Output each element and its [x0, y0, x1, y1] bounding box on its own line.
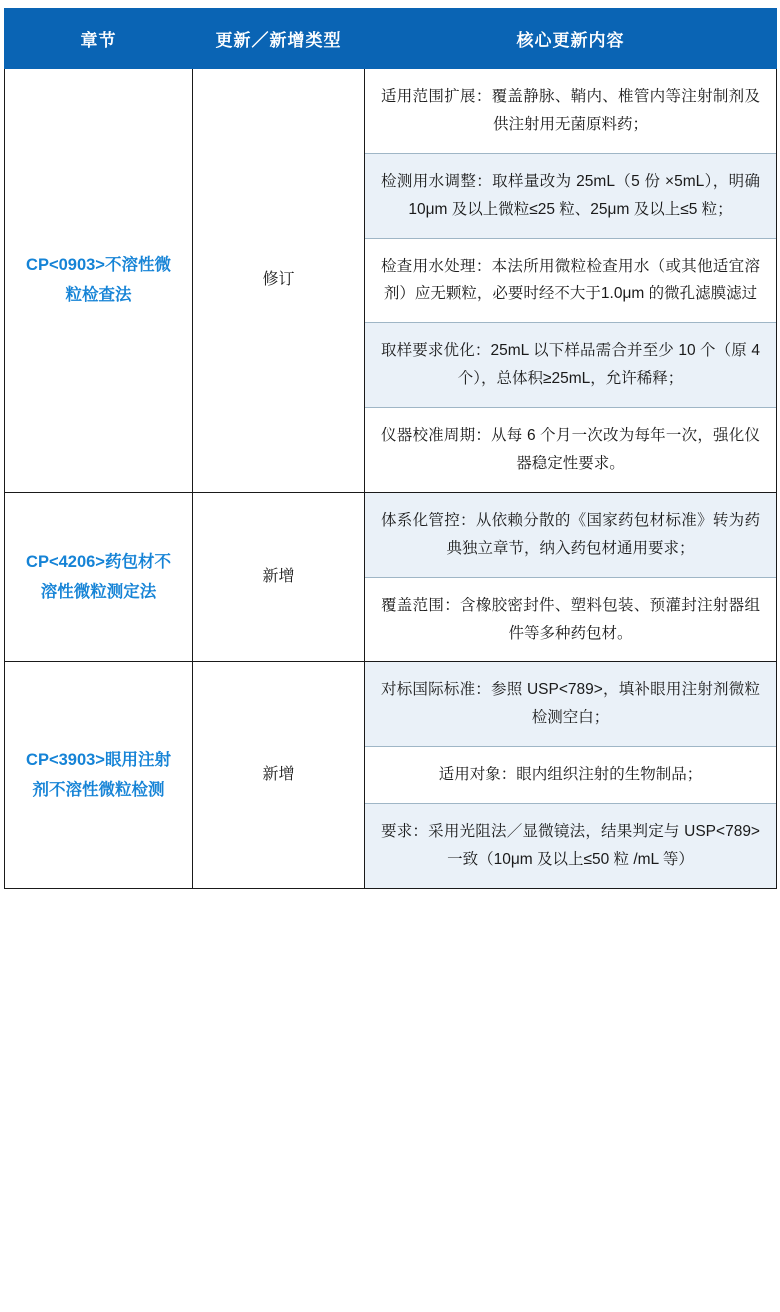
list-item: 覆盖范围：含橡胶密封件、塑料包装、预灌封注射器组件等多种药包材。 [365, 578, 776, 662]
table-header [5, 9, 777, 69]
core-content-cell [365, 662, 777, 888]
content-list [365, 493, 776, 662]
list-item: 仪器校准周期：从每 6 个月一次改为每年一次，强化仪器稳定性要求。 [365, 408, 776, 492]
list-item: 检测用水调整：取样量改为 25mL（5 份 ×5mL），明确 10μm 及以上微粒≤25 粒、25μm 及以上≤5 粒； [365, 154, 776, 239]
update-type: 新增 [193, 662, 365, 888]
list-item: 对标国际标准：参照 USP<789>，填补眼用注射剂微粒检测空白； [365, 662, 776, 747]
table-header-row [5, 9, 777, 69]
list-item: 适用范围扩展：覆盖静脉、鞘内、椎管内等注射制剂及供注射用无菌原料药； [365, 69, 776, 154]
table-body [5, 69, 777, 889]
content-list [365, 662, 776, 887]
chapter-name: CP<3903>眼用注射剂不溶性微粒检测 [5, 662, 193, 888]
table-row [5, 492, 777, 662]
update-type: 修订 [193, 69, 365, 493]
core-content-cell [365, 69, 777, 493]
content-list [365, 69, 776, 492]
chapter-name: CP<4206>药包材不溶性微粒测定法 [5, 492, 193, 662]
chapter-name: CP<0903>不溶性微粒检查法 [5, 69, 193, 493]
column-header-core-content: 核心更新内容 [365, 9, 777, 69]
table-row [5, 662, 777, 888]
list-item: 要求：采用光阻法／显微镜法，结果判定与 USP<789> 一致（10μm 及以上≤50 粒 /mL 等） [365, 804, 776, 888]
list-item: 适用对象：眼内组织注射的生物制品； [365, 747, 776, 804]
list-item: 取样要求优化：25mL 以下样品需合并至少 10 个（原 4 个），总体积≥25mL，允许稀释； [365, 323, 776, 408]
list-item: 体系化管控：从依赖分散的《国家药包材标准》转为药典独立章节，纳入药包材通用要求； [365, 493, 776, 578]
column-header-update-type: 更新／新增类型 [193, 9, 365, 69]
column-header-chapter: 章节 [5, 9, 193, 69]
update-summary-table [4, 8, 777, 889]
core-content-cell [365, 492, 777, 662]
table-row [5, 69, 777, 493]
list-item: 检查用水处理：本法所用微粒检查用水（或其他适宜溶剂）应无颗粒，必要时经不大于1.0μm 的微孔滤膜滤过 [365, 239, 776, 324]
update-type: 新增 [193, 492, 365, 662]
